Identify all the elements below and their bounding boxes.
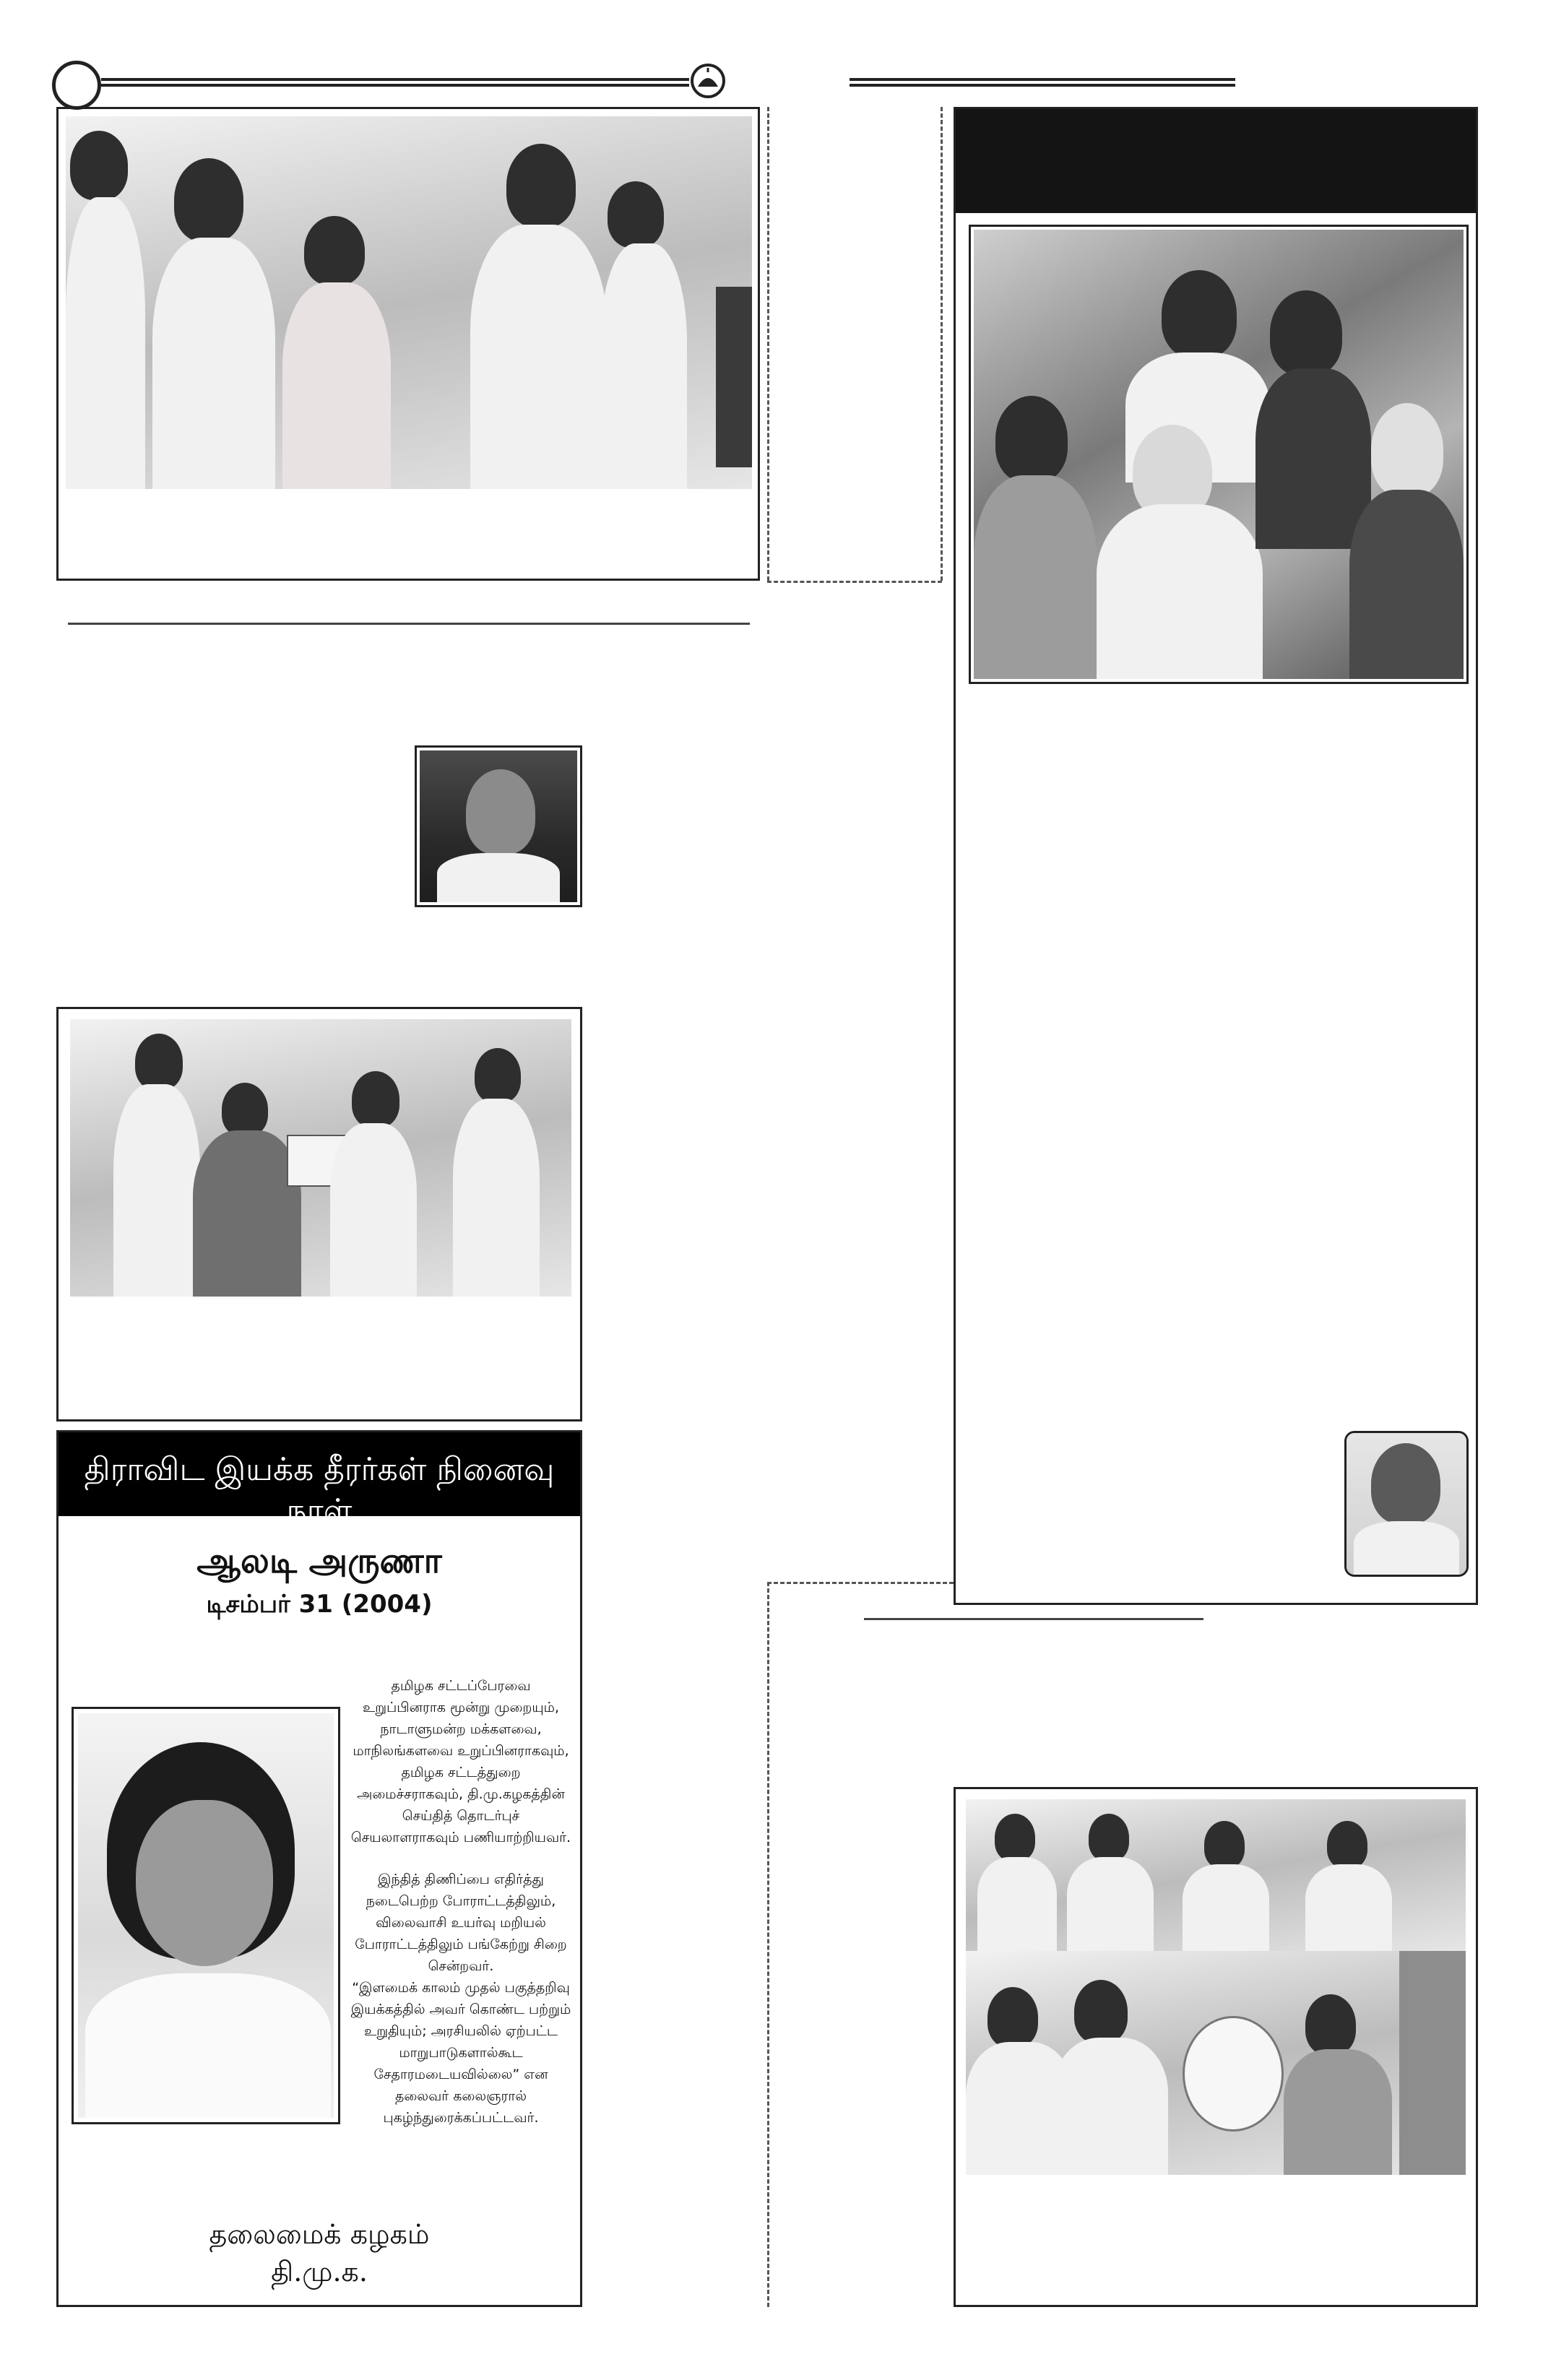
columnist-portrait-frame [1344,1431,1469,1577]
memorial-name: ஆலடி அருணா [196,1541,442,1581]
header-rule-right [850,78,1235,87]
leaders-photo [974,230,1464,679]
section-rule-right [864,1618,1203,1620]
top-left-photo-frame [56,107,760,581]
memorial-header-band [59,1432,580,1529]
memorial-footer-line-1: தலைமைக் கழகம் [209,2218,430,2250]
ceremony-photo-top [66,116,752,489]
memorial-bio-paragraph-2: இந்தித் திணிப்பை எதிர்த்து நடைபெற்ற போராட்டத்திலும், விலைவாசி உயர்வு மறியல் போராட்டத்திலும் பங்கேற்று சிறை சென்றவர். [355,1871,567,1974]
memorial-bio-paragraph-3: “இளமைக் காலம் முதல் பகுத்தறிவு இயக்கத்தில் அவர் கொண்ட பற்றும் உறுதியும்; அரசியலில் ஏற்பட்ட மாறுபாடுகளால்கூட சேதாரமடையவில்லை” என தலைவர் கலைஞரால் புகழ்ந்துரைக்கப்பட்டவர். [350,1980,571,2126]
column-divider-mid [941,107,943,581]
distribution-photo [966,1951,1466,2175]
right-feature-box [954,107,1478,1605]
memorial-portrait-frame [72,1707,340,2124]
header-rule-left [101,78,689,87]
memorial-date: டிசம்பர் 31 (2004) [206,1590,433,1619]
column-divider-bottom-h [767,1582,954,1584]
column-divider-bottom [767,1582,769,2307]
small-portrait-photo [420,750,577,902]
rising-sun-icon [691,64,725,98]
column-divider-top [767,107,769,581]
memorial-box [56,1430,582,2307]
memorial-bio-paragraph-1: தமிழக சட்டப்பேரவை உறுப்பினராக மூன்று முறையும், நாடாளுமன்ற மக்களவை, மாநிலங்களவை உறுப்பினராகவும், தமிழக சட்டத்துறை அமைச்சராகவும், தி.மு.கழகத்தின் செய்தித் தொடர்புச் செயலாளராகவும் பணியாற்றியவர். [350,1678,571,1845]
memorial-header-title: திராவிட இயக்க தீரர்கள் நினைவு நாள் [84,1451,555,1529]
memorial-footer-line-2: தி.மு.க. [271,2256,368,2288]
column-divider-top-h [767,581,942,583]
columnist-portrait-photo [1347,1433,1466,1575]
page-marker-circle-icon [52,61,101,110]
section-rule-left [68,623,750,625]
ribbon-cutting-photo [966,1799,1466,1951]
leaders-photo-frame [969,225,1469,684]
event-photo-middle [70,1019,571,1297]
memorial-portrait-photo [78,1713,334,2118]
middle-photo-frame [56,1007,582,1421]
right-feature-header-band [956,109,1476,213]
bottom-right-photo-frame [954,1787,1478,2307]
small-portrait-frame [415,745,582,907]
